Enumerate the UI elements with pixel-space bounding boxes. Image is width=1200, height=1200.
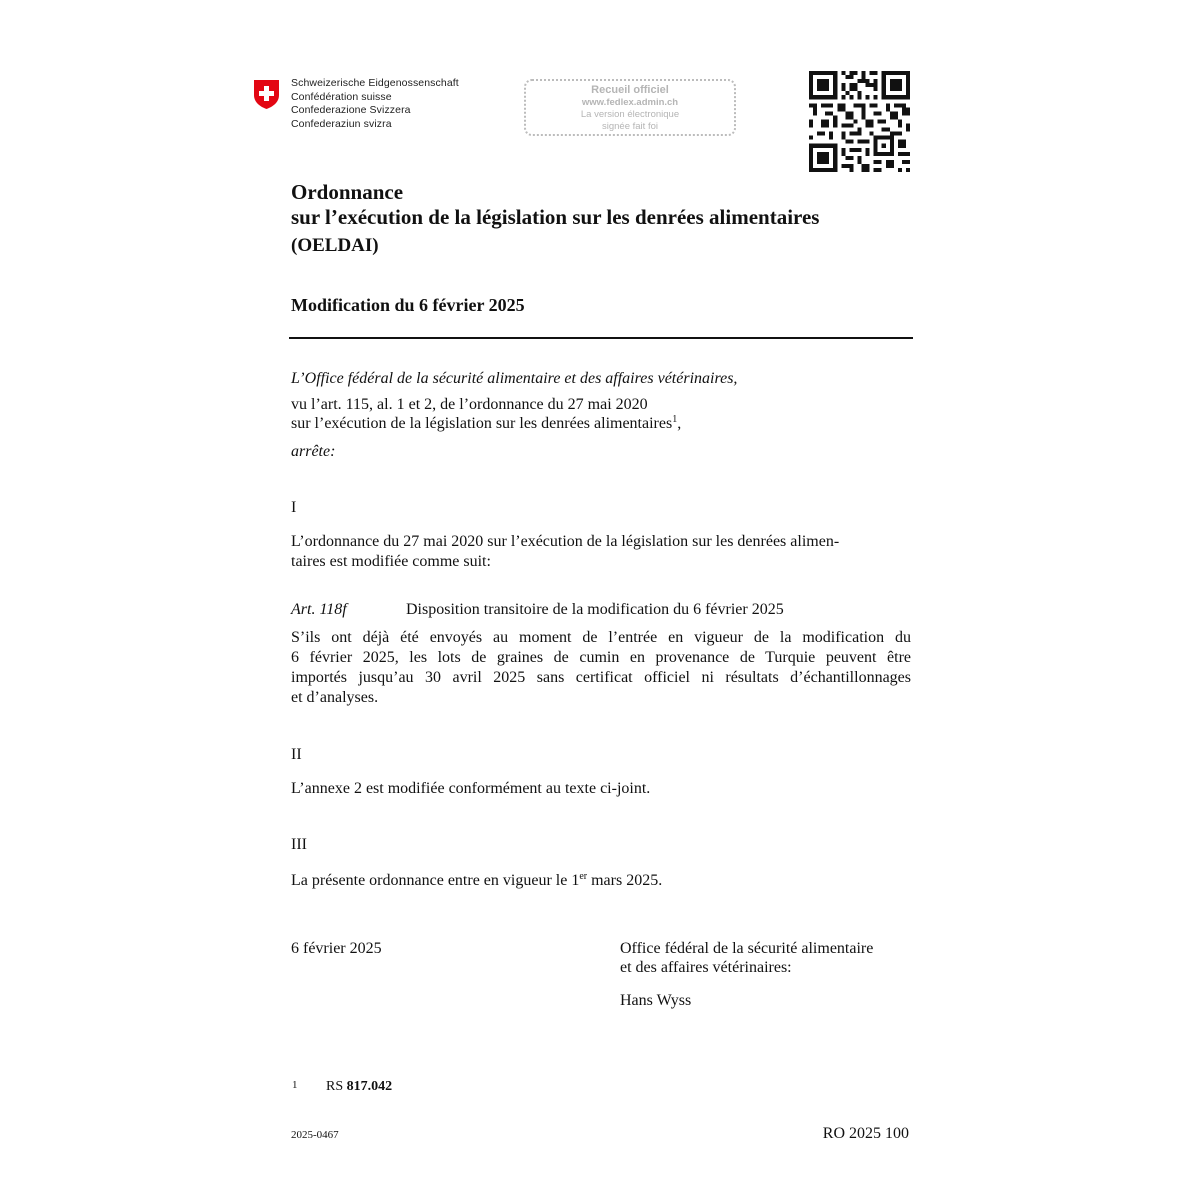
signature-date: 6 février 2025 bbox=[291, 940, 382, 957]
signature-office-line-1: Office fédéral de la sécurité alimentaire bbox=[620, 940, 874, 957]
arrete: arrête: bbox=[291, 443, 336, 460]
preamble-line-1: vu l’art. 115, al. 1 et 2, de l’ordonnance du 27 mai 2020 bbox=[291, 396, 648, 413]
title-abbreviation: (OELDAI) bbox=[291, 235, 379, 256]
document-title bbox=[291, 180, 819, 258]
preamble-line-2-text: sur l’exécution de la législation sur les denrées alimentaires bbox=[291, 415, 673, 432]
official-stamp bbox=[524, 79, 736, 136]
stamp-line-3: La version électronique bbox=[580, 109, 680, 120]
section-1-number: I bbox=[291, 499, 297, 516]
footnote-number: 1 bbox=[292, 1079, 298, 1091]
stamp-line-2: www.fedlex.admin.ch bbox=[581, 97, 679, 108]
footnote-prefix: RS bbox=[326, 1079, 347, 1094]
confederation-names bbox=[291, 77, 459, 131]
article-line-1: S’ils ont déjà été envoyés au moment de l’entrée en vigueur de la modification du bbox=[291, 629, 911, 646]
section-3-text bbox=[291, 871, 662, 891]
article-line-2: 6 février 2025, les lots de graines de cumin en provenance de Turquie peuvent être bbox=[291, 649, 911, 666]
section-3-number: III bbox=[291, 836, 307, 853]
article-body bbox=[291, 628, 911, 708]
footnote-text bbox=[326, 1079, 392, 1095]
section-3-text-before: La présente ordonnance entre en vigueur le 1 bbox=[291, 872, 580, 889]
modification-date: Modification du 6 février 2025 bbox=[291, 295, 525, 315]
confederation-name-fr: Confédération suisse bbox=[291, 90, 392, 103]
section-3-text-sup: er bbox=[579, 871, 588, 882]
article-title: Disposition transitoire de la modification du 6 février 2025 bbox=[406, 601, 784, 618]
confederation-name-it: Confederazione Svizzera bbox=[291, 104, 411, 116]
section-1-intro-line-1: L’ordonnance du 27 mai 2020 sur l’exécution de la législation sur les denrées alimen- bbox=[291, 533, 840, 550]
article-number: Art. 118f bbox=[291, 601, 347, 618]
footnote-reference-number: 817.042 bbox=[346, 1079, 393, 1094]
article-line-3: importés jusqu’au 30 avril 2025 sans certificat officiel ni résultats d’échantillonnages bbox=[291, 669, 911, 686]
confederation-name-de: Schweizerische Eidgenossenschaft bbox=[291, 77, 459, 89]
confederation-name-rm: Confederaziun svizra bbox=[291, 117, 392, 130]
signature-office-line-2: et des affaires vétérinaires: bbox=[620, 959, 792, 976]
official-compilation-reference: RO 2025 100 bbox=[822, 1125, 909, 1142]
section-3-text-after: mars 2025. bbox=[587, 872, 663, 889]
preamble-line-2-end: , bbox=[677, 415, 682, 432]
preamble-line-2 bbox=[291, 414, 681, 434]
qr-code-icon bbox=[809, 71, 910, 172]
document-number: 2025-0467 bbox=[291, 1129, 339, 1141]
issuing-authority: L’Office fédéral de la sécurité alimentaire et des affaires vétérinaires, bbox=[291, 370, 738, 387]
stamp-line-1: Recueil officiel bbox=[591, 84, 669, 96]
swiss-coat-of-arms-icon bbox=[253, 79, 280, 110]
title-line-2: sur l’exécution de la législation sur les denrées alimentaires bbox=[291, 205, 820, 229]
stamp-line-4: signée fait foi bbox=[602, 121, 658, 132]
section-2-text: L’annexe 2 est modifiée conformément au texte ci-joint. bbox=[291, 780, 651, 797]
section-1-intro-line-2: taires est modifiée comme suit: bbox=[291, 553, 491, 570]
title-line-1: Ordonnance bbox=[291, 180, 404, 204]
footnote-reference[interactable]: 1 bbox=[672, 414, 678, 425]
signatory-name: Hans Wyss bbox=[620, 992, 692, 1009]
article-line-4: et d’analyses. bbox=[291, 689, 379, 706]
title-divider bbox=[289, 337, 913, 339]
section-2-number: II bbox=[291, 746, 302, 763]
